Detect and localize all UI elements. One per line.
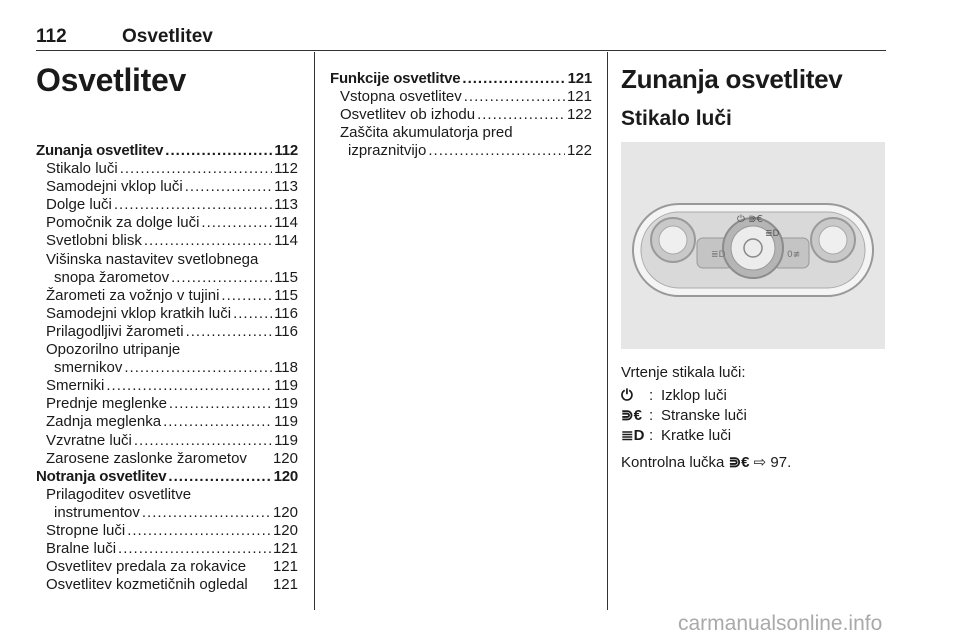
toc-entry[interactable]: Višinska nastavitev svetlobnega xyxy=(46,250,259,268)
toc-entry[interactable] xyxy=(36,395,298,413)
column-divider-right xyxy=(607,52,608,610)
toc-entry[interactable] xyxy=(36,450,298,468)
toc-label: Pomočnik za dolge luči xyxy=(46,214,200,232)
toc-label: Bralne luči xyxy=(46,540,117,558)
toc-label: izpraznitvijo xyxy=(348,142,427,160)
toc-label: Funkcije osvetlitve xyxy=(330,70,461,87)
toc-label: Prednje meglenke xyxy=(46,395,167,413)
legend-text: Izklop luči xyxy=(661,387,727,404)
toc-label: Svetlobni blisk xyxy=(46,232,142,250)
toc-label: Samodejni vklop luči xyxy=(46,178,183,196)
toc-page: 112 xyxy=(274,160,298,178)
sidelight-icon: ⋑€ xyxy=(728,454,750,471)
toc-label: Stropne luči xyxy=(46,521,126,539)
leader-dots xyxy=(114,196,272,214)
toc-page: 122 xyxy=(566,106,592,124)
header-rule xyxy=(36,50,886,51)
toc-page: 122 xyxy=(566,142,592,160)
chapter-title: Osvetlitev xyxy=(36,62,186,98)
toc-entry[interactable] xyxy=(36,540,298,558)
toc-label: Zadnja meglenka xyxy=(46,413,162,431)
leader-dots xyxy=(428,142,565,160)
toc-page: 118 xyxy=(274,359,298,377)
sidelight-icon: ⋑€ xyxy=(621,406,642,424)
legend-text: Kratke luči xyxy=(661,426,732,444)
legend-text: Stranske luči xyxy=(661,406,747,424)
toc-entry[interactable] xyxy=(36,196,298,214)
note-text: Kontrolna lučka xyxy=(621,454,729,471)
toc-label: instrumentov xyxy=(54,503,140,521)
toc-entry-continued[interactable] xyxy=(36,359,298,377)
toc-entry-continued[interactable] xyxy=(36,269,298,287)
svg-text:0≢: 0≢ xyxy=(787,250,801,260)
toc-label: Zarosene zaslonke žarometov xyxy=(46,449,247,467)
toc-page: 121 xyxy=(272,558,298,576)
svg-text:≣D: ≣D xyxy=(711,250,726,260)
light-switch-panel xyxy=(621,142,885,349)
leader-dots xyxy=(169,395,272,413)
toc-page: 120 xyxy=(272,449,298,467)
toc-label: Žarometi za vožnjo v tujini xyxy=(46,286,220,304)
toc-page: 116 xyxy=(274,304,298,322)
toc-entry[interactable] xyxy=(36,522,298,540)
toc-entry[interactable] xyxy=(36,413,298,431)
toc-entry[interactable]: Zaščita akumulatorja pred xyxy=(340,124,513,142)
toc-page: 113 xyxy=(274,196,298,214)
toc-entry[interactable]: Opozorilno utripanje xyxy=(46,341,181,359)
leader-dots xyxy=(464,88,565,106)
watermark: carmanualsonline.info xyxy=(678,612,883,635)
section-title: Zunanja osvetlitev xyxy=(621,64,843,94)
leader-dots xyxy=(171,269,272,287)
toc-entry[interactable] xyxy=(36,214,298,232)
toc-page: 115 xyxy=(274,286,298,304)
leader-dots xyxy=(134,432,272,450)
toc-page: 121 xyxy=(272,540,298,558)
page-header xyxy=(36,26,886,52)
toc-label: Prilagodljivi žarometi xyxy=(46,322,184,340)
toc-entry[interactable] xyxy=(36,377,298,395)
toc-page: 114 xyxy=(274,214,298,232)
toc-column-1 xyxy=(36,142,298,594)
toc-entry-continued[interactable] xyxy=(330,142,592,160)
leader-dots xyxy=(124,359,272,377)
toc-entry[interactable] xyxy=(36,287,298,305)
leader-dots xyxy=(106,377,272,395)
leader-dots xyxy=(185,178,272,196)
leader-dots xyxy=(201,214,272,232)
column-divider-left xyxy=(314,52,315,610)
subsection-title: Stikalo luči xyxy=(621,107,732,130)
toc-page: 119 xyxy=(274,395,298,413)
toc-column-2 xyxy=(330,70,592,160)
power-icon: ⏻ xyxy=(621,387,633,404)
leader-dots xyxy=(144,232,272,250)
toc-entry[interactable] xyxy=(36,558,298,576)
toc-page: 121 xyxy=(566,88,592,106)
toc-section[interactable] xyxy=(36,142,298,160)
toc-label: smernikov xyxy=(54,359,123,377)
toc-label: Vstopna osvetlitev xyxy=(340,88,462,106)
toc-label: Vzvratne luči xyxy=(46,431,132,449)
leader-dots xyxy=(165,142,272,160)
legend-row-side: ⋑€ : Stranske luči xyxy=(621,406,747,424)
leader-dots xyxy=(186,323,273,341)
toc-page: 121 xyxy=(567,70,592,87)
toc-label: Smerniki xyxy=(46,377,105,395)
toc-entry[interactable] xyxy=(330,106,592,124)
low-beam-icon: ≣D xyxy=(621,426,645,444)
toc-page: 121 xyxy=(272,576,298,594)
toc-label: Notranja osvetlitev xyxy=(36,467,167,485)
toc-entry[interactable] xyxy=(36,160,298,178)
toc-entry[interactable] xyxy=(330,88,592,106)
leader-dots xyxy=(477,106,565,124)
toc-page: 119 xyxy=(274,377,298,395)
toc-page: 120 xyxy=(272,521,298,539)
legend-row-low: ≣D : Kratke luči xyxy=(621,426,732,444)
toc-label: Dolge luči xyxy=(46,196,112,214)
header-title: Osvetlitev xyxy=(122,26,213,47)
toc-entry[interactable] xyxy=(36,232,298,250)
toc-entry-continued[interactable] xyxy=(36,504,298,522)
toc-label: Stikalo luči xyxy=(46,160,118,178)
indicator-note xyxy=(621,453,791,471)
toc-page: 115 xyxy=(274,268,298,286)
figure-caption: Vrtenje stikala luči: xyxy=(621,364,746,381)
toc-page: 119 xyxy=(274,413,298,431)
toc-page: 113 xyxy=(274,178,298,196)
symbol-legend xyxy=(621,386,747,445)
leader-dots xyxy=(462,70,565,88)
toc-label: Samodejni vklop kratkih luči xyxy=(46,304,232,322)
legend-row-off: ⏻ : Izklop luči xyxy=(621,387,727,404)
light-switch-illustration xyxy=(621,142,885,349)
toc-entry[interactable] xyxy=(36,178,298,196)
page-reference[interactable]: ⇨ 97. xyxy=(753,454,792,471)
toc-entry[interactable]: Prilagoditev osvetlitve xyxy=(46,485,192,503)
toc-label: Osvetlitev ob izhodu xyxy=(340,106,476,124)
leader-dots xyxy=(168,468,271,486)
toc-entry[interactable] xyxy=(36,576,298,594)
toc-entry[interactable] xyxy=(36,323,298,341)
toc-entry[interactable] xyxy=(36,432,298,450)
toc-label: snopa žarometov xyxy=(54,268,170,286)
svg-text:⏻ ⋑€: ⏻ ⋑€ xyxy=(737,214,763,225)
toc-entry[interactable] xyxy=(36,305,298,323)
leader-dots xyxy=(120,160,272,178)
toc-label: Osvetlitev predala za rokavice xyxy=(46,558,247,576)
svg-text:≣D: ≣D xyxy=(765,229,780,239)
toc-section[interactable] xyxy=(330,70,592,88)
toc-page: 119 xyxy=(274,431,298,449)
toc-page: 120 xyxy=(273,467,298,485)
leader-dots xyxy=(221,287,272,305)
toc-page: 120 xyxy=(272,503,298,521)
toc-page: 112 xyxy=(274,142,298,159)
toc-section[interactable] xyxy=(36,468,298,486)
leader-dots xyxy=(163,413,272,431)
leader-dots xyxy=(233,305,272,323)
toc-label: Zunanja osvetlitev xyxy=(36,142,164,159)
toc-page: 114 xyxy=(274,232,298,250)
toc-page: 116 xyxy=(274,322,298,340)
page-number: 112 xyxy=(36,26,67,47)
toc-label: Osvetlitev kozmetičnih ogledal xyxy=(46,576,248,594)
leader-dots xyxy=(127,522,271,540)
leader-dots xyxy=(142,504,271,522)
leader-dots xyxy=(118,540,271,558)
